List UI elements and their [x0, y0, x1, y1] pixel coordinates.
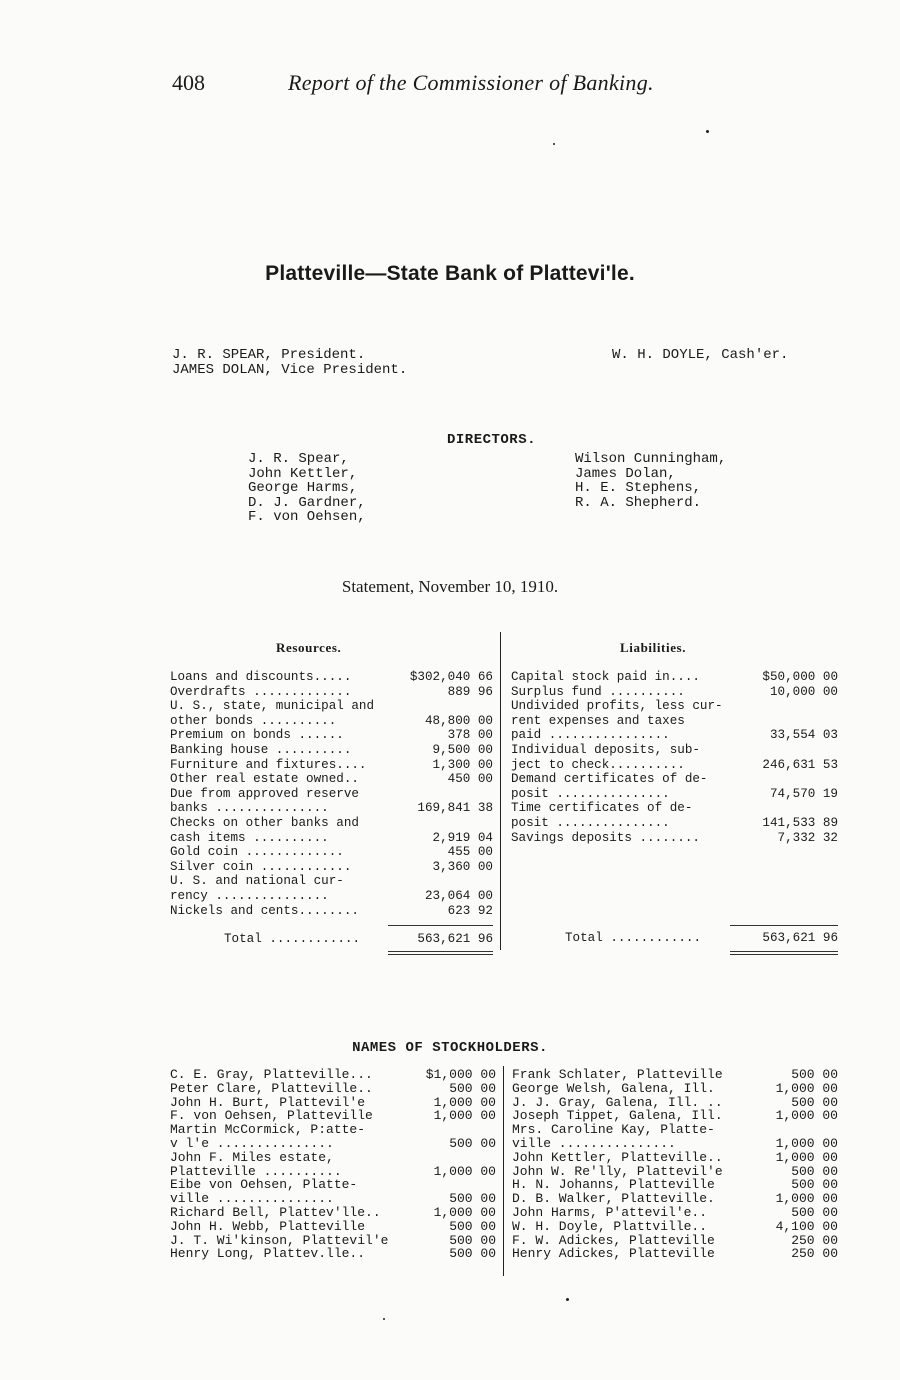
total-label: Total ............ — [565, 931, 702, 945]
director-name: J. R. Spear, — [248, 451, 349, 467]
row-amount: 500 00 — [449, 1232, 496, 1248]
row-label: Frank Schlater, Platteville — [512, 1067, 723, 1082]
director-name: Wilson Cunningham, — [575, 451, 727, 467]
officer-vice-president: JAMES DOLAN, Vice President. — [172, 362, 408, 378]
stockholder-row — [512, 1151, 838, 1165]
resources-double-rule — [388, 951, 493, 955]
row-amount: 1,000 00 — [433, 1094, 496, 1110]
stockholder-row — [170, 1220, 496, 1234]
total-amount: 563,621 96 — [762, 931, 838, 945]
row-amount: 3,360 00 — [432, 859, 493, 874]
row-label: John Harms, P'attevil'e.. — [512, 1204, 708, 1220]
resource-row — [170, 728, 493, 743]
resource-row — [170, 801, 493, 816]
row-amount: 250 00 — [791, 1246, 838, 1262]
row-amount: 33,554 03 — [769, 728, 838, 743]
stockholder-row — [170, 1068, 496, 1082]
row-label: Silver coin ............ — [170, 859, 352, 874]
resource-row — [170, 889, 493, 904]
row-label: Joseph Tippet, Galena, Ill. — [512, 1108, 723, 1124]
row-amount: 623 92 — [447, 903, 493, 918]
stockholder-row — [170, 1192, 496, 1206]
row-amount: 4,100 00 — [775, 1218, 838, 1234]
stockholder-row — [512, 1247, 838, 1261]
row-label: Individual deposits, sub- — [511, 742, 700, 757]
stockholder-row — [170, 1151, 496, 1165]
print-speck — [553, 143, 555, 145]
row-amount: 23,064 00 — [424, 888, 493, 903]
page-number: 408 — [172, 70, 205, 95]
row-label: John W. Re'lly, Plattevil'e — [512, 1163, 723, 1179]
row-label: J. T. Wi'kinson, Plattevil'e — [170, 1232, 389, 1248]
row-label: Other real estate owned.. — [170, 772, 359, 787]
resource-row — [170, 685, 493, 700]
row-amount: 450 00 — [447, 772, 493, 787]
resource-row — [170, 714, 493, 729]
row-amount: 1,000 00 — [433, 1108, 496, 1124]
row-amount: 9,500 00 — [432, 742, 493, 757]
resources-heading: Resources. — [276, 640, 342, 655]
resource-row — [170, 831, 493, 846]
stockholders-right — [512, 1068, 838, 1261]
officer-president: J. R. SPEAR, President. — [172, 347, 366, 363]
resource-row — [170, 816, 493, 831]
row-label: Platteville .......... — [170, 1163, 342, 1179]
directors-left-list — [248, 452, 366, 525]
row-amount: 1,000 00 — [433, 1163, 496, 1179]
director-name: John Kettler, — [248, 465, 358, 482]
row-amount: 1,000 00 — [775, 1108, 838, 1124]
director-name: R. A. Shepherd. — [575, 494, 702, 511]
stockholder-row — [512, 1123, 838, 1137]
row-label: John H. Webb, Platteville — [170, 1218, 366, 1234]
row-amount: 455 00 — [447, 845, 493, 860]
row-label: ject to check.......... — [511, 757, 685, 772]
stockholders-left — [170, 1068, 496, 1261]
row-label: ville ............... — [170, 1191, 334, 1207]
row-label: rent expenses and taxes — [511, 713, 685, 728]
resource-row — [170, 845, 493, 860]
row-amount: $1,000 00 — [425, 1067, 496, 1082]
stockholder-row — [170, 1096, 496, 1110]
stockholder-row — [170, 1137, 496, 1151]
stockholder-row — [512, 1234, 838, 1248]
resource-row — [170, 904, 493, 919]
liabilities-table — [511, 670, 838, 845]
row-amount: 1,000 00 — [433, 1204, 496, 1220]
stockholder-row — [512, 1206, 838, 1220]
liability-row — [511, 816, 838, 831]
stockholder-row — [170, 1247, 496, 1261]
row-amount: 1,000 00 — [775, 1135, 838, 1151]
liability-row — [511, 728, 838, 743]
total-label: Total ............ — [224, 932, 361, 946]
row-label: Banking house .......... — [170, 742, 352, 757]
stockholders-divider — [503, 1066, 504, 1276]
row-label: Nickels and cents........ — [170, 903, 359, 918]
row-label: ville ............... — [512, 1135, 676, 1151]
stockholder-row — [170, 1165, 496, 1179]
row-label: H. N. Johanns, Platteville — [512, 1177, 715, 1193]
print-speck — [566, 1298, 569, 1301]
resource-row — [170, 787, 493, 802]
row-amount: 500 00 — [791, 1204, 838, 1220]
stockholder-row — [512, 1096, 838, 1110]
row-amount: 74,570 19 — [769, 786, 838, 801]
row-amount: 250 00 — [791, 1232, 838, 1248]
row-label: John H. Burt, Plattevil'e — [170, 1094, 366, 1110]
liability-row — [511, 787, 838, 802]
row-amount: 1,000 00 — [775, 1149, 838, 1165]
row-amount: $50,000 00 — [762, 670, 838, 684]
row-label: Surplus fund .......... — [511, 684, 685, 699]
row-label: Peter Clare, Platteville.. — [170, 1080, 373, 1096]
row-label: Eibe von Oehsen, Platte- — [170, 1177, 358, 1193]
row-label: U. S., state, municipal and — [170, 699, 375, 714]
row-label: Capital stock paid in.... — [511, 670, 700, 684]
stockholders-heading: NAMES OF STOCKHOLDERS. — [352, 1040, 548, 1056]
print-speck — [706, 130, 709, 133]
print-speck — [383, 1318, 385, 1320]
row-label: other bonds .......... — [170, 713, 337, 728]
liability-row — [511, 685, 838, 700]
row-label: Furniture and fixtures.... — [170, 757, 367, 772]
row-label: C. E. Gray, Platteville... — [170, 1067, 373, 1082]
row-label: F. von Oehsen, Platteville — [170, 1108, 373, 1124]
row-label: John F. Miles estate, — [170, 1149, 334, 1165]
liabilities-double-rule — [730, 951, 838, 955]
liabilities-total-row — [511, 931, 838, 946]
resource-row — [170, 860, 493, 875]
row-label: George Welsh, Galena, Ill. — [512, 1080, 715, 1096]
row-label: Undivided profits, less cur- — [511, 699, 723, 714]
stockholder-row — [512, 1068, 838, 1082]
stockholder-row — [170, 1234, 496, 1248]
stockholder-row — [170, 1123, 496, 1137]
liability-row — [511, 831, 838, 846]
row-amount: 500 00 — [449, 1191, 496, 1207]
liability-row — [511, 670, 838, 685]
row-label: John Kettler, Platteville.. — [512, 1149, 723, 1165]
resource-row — [170, 670, 493, 685]
officers-left — [172, 348, 407, 378]
row-label: J. J. Gray, Galena, Ill. .. — [512, 1094, 723, 1110]
running-title: Report of the Commissioner of Banking. — [288, 70, 654, 95]
row-amount: 1,000 00 — [775, 1191, 838, 1207]
row-label: Henry Long, Plattev.lle.. — [170, 1246, 366, 1262]
row-label: Due from approved reserve — [170, 786, 359, 801]
row-amount: 500 00 — [791, 1177, 838, 1193]
liabilities-heading: Liabilities. — [620, 640, 687, 655]
director-name: F. von Oehsen, — [248, 509, 366, 525]
total-amount: 563,621 96 — [417, 932, 493, 946]
liabilities-sum-rule — [730, 925, 838, 926]
resource-row — [170, 758, 493, 773]
stockholder-row — [170, 1206, 496, 1220]
column-divider — [500, 632, 501, 950]
row-label: Loans and discounts..... — [170, 670, 352, 684]
row-amount: 500 00 — [449, 1246, 496, 1262]
stockholder-row — [170, 1178, 496, 1192]
resources-table — [170, 670, 493, 918]
row-label: Martin McCormick, P:atte- — [170, 1122, 366, 1138]
resource-row — [170, 874, 493, 889]
row-amount: 10,000 00 — [769, 684, 838, 699]
row-label: Premium on bonds ...... — [170, 728, 344, 743]
row-label: posit ............... — [511, 815, 670, 830]
row-amount: 500 00 — [449, 1135, 496, 1151]
liability-row — [511, 758, 838, 773]
liability-row — [511, 772, 838, 787]
liability-row — [511, 714, 838, 729]
row-label: Mrs. Caroline Kay, Platte- — [512, 1122, 715, 1138]
directors-heading: DIRECTORS. — [447, 432, 537, 448]
row-label: Henry Adickes, Platteville — [512, 1246, 715, 1262]
row-amount: 500 00 — [791, 1067, 838, 1082]
director-name: H. E. Stephens, — [575, 480, 702, 496]
liability-row — [511, 801, 838, 816]
stockholder-row — [512, 1165, 838, 1179]
officer-cashier: W. H. DOYLE, Cash'er. — [612, 347, 789, 363]
row-label: Gold coin ............. — [170, 845, 344, 860]
row-amount: 500 00 — [449, 1080, 496, 1096]
director-name: George Harms, — [248, 480, 358, 496]
row-amount: 2,919 04 — [432, 830, 493, 845]
liability-row — [511, 743, 838, 758]
resources-sum-rule — [388, 925, 493, 926]
row-amount: 378 00 — [447, 728, 493, 743]
row-label: paid ................ — [511, 728, 670, 743]
stockholder-row — [512, 1109, 838, 1123]
row-amount: 7,332 32 — [777, 830, 838, 845]
row-amount: 889 96 — [447, 684, 493, 699]
resource-row — [170, 743, 493, 758]
row-label: rency ............... — [170, 888, 329, 903]
row-label: posit ............... — [511, 786, 670, 801]
row-amount: 246,631 53 — [762, 757, 838, 772]
row-amount: 48,800 00 — [424, 713, 493, 728]
row-label: Richard Bell, Plattev'lle.. — [170, 1204, 381, 1220]
row-label: cash items .......... — [170, 830, 329, 845]
stockholder-row — [512, 1137, 838, 1151]
stockholder-row — [170, 1109, 496, 1123]
row-amount: $302,040 66 — [409, 670, 493, 684]
row-label: Time certificates of de- — [511, 801, 693, 816]
row-label: banks ............... — [170, 801, 329, 816]
stockholder-row — [512, 1082, 838, 1096]
director-name: James Dolan, — [575, 465, 676, 482]
liability-row — [511, 699, 838, 714]
stockholder-row — [170, 1082, 496, 1096]
resource-row — [170, 699, 493, 714]
row-label: v l'e ............... — [170, 1135, 334, 1151]
row-label: D. B. Walker, Platteville. — [512, 1191, 715, 1207]
row-label: Checks on other banks and — [170, 815, 359, 830]
row-label: U. S. and national cur- — [170, 874, 344, 889]
row-label: F. W. Adickes, Platteville — [512, 1232, 715, 1248]
bank-title: Platteville—State Bank of Plattevi'le. — [265, 262, 635, 285]
directors-right-list — [575, 452, 726, 510]
row-amount: 141,533 89 — [762, 815, 838, 830]
row-label: Demand certificates of de- — [511, 772, 708, 787]
statement-date: Statement, November 10, 1910. — [341, 577, 559, 596]
director-name: D. J. Gardner, — [248, 494, 366, 511]
stockholder-row — [512, 1192, 838, 1206]
resource-row — [170, 772, 493, 787]
row-label: Overdrafts ............. — [170, 684, 352, 699]
row-amount: 500 00 — [791, 1163, 838, 1179]
row-amount: 500 00 — [449, 1218, 496, 1234]
stockholder-row — [512, 1220, 838, 1234]
row-amount: 500 00 — [791, 1094, 838, 1110]
row-amount: 1,000 00 — [775, 1080, 838, 1096]
row-label: W. H. Doyle, Plattville.. — [512, 1218, 708, 1234]
row-amount: 1,300 00 — [432, 757, 493, 772]
stockholder-row — [512, 1178, 838, 1192]
resources-total-row — [170, 932, 493, 947]
row-amount: 169,841 38 — [417, 801, 493, 816]
row-label: Savings deposits ........ — [511, 830, 700, 845]
